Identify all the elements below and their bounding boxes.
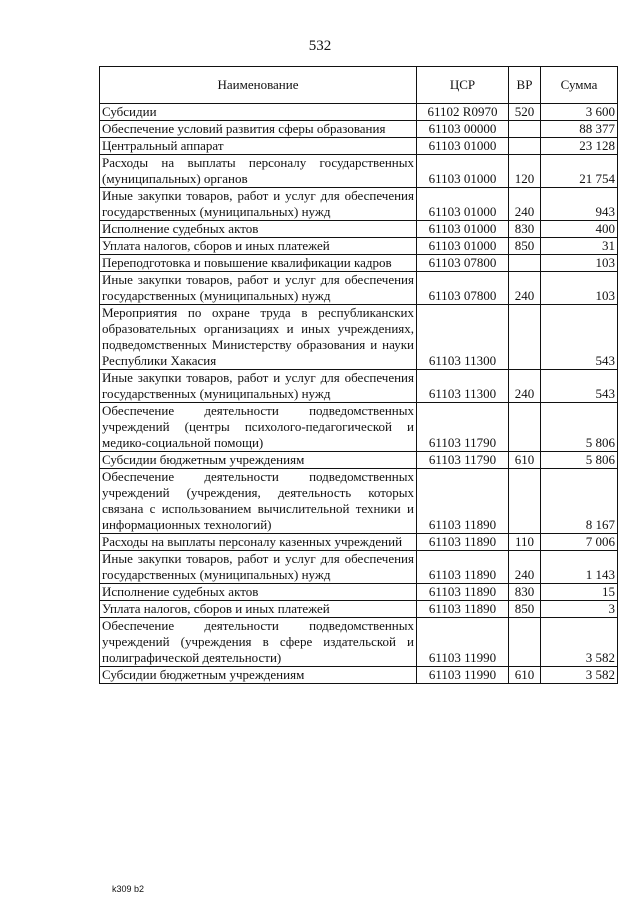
table-row: [100, 121, 618, 138]
cell-name: Исполнение судебных актов: [100, 221, 417, 238]
header-csr: ЦСР: [417, 67, 509, 104]
cell-name: Расходы на выплаты персоналу казенных учреждений: [100, 534, 417, 551]
cell-sum: 103: [541, 272, 618, 305]
table-row: [100, 534, 618, 551]
cell-csr: 61103 11990: [417, 667, 509, 684]
cell-name: Центральный аппарат: [100, 138, 417, 155]
cell-name: Переподготовка и повышение квалификации кадров: [100, 255, 417, 272]
table-row: [100, 618, 618, 667]
cell-csr: 61103 11890: [417, 469, 509, 534]
cell-csr: 61103 11990: [417, 618, 509, 667]
cell-vr: 610: [509, 667, 541, 684]
cell-sum: 21 754: [541, 155, 618, 188]
cell-sum: 88 377: [541, 121, 618, 138]
cell-sum: 15: [541, 584, 618, 601]
cell-csr: 61103 00000: [417, 121, 509, 138]
cell-vr: [509, 121, 541, 138]
cell-csr: 61103 01000: [417, 221, 509, 238]
table-row: [100, 138, 618, 155]
cell-vr: 850: [509, 601, 541, 618]
table-row: [100, 188, 618, 221]
cell-csr: 61103 01000: [417, 188, 509, 221]
header-sum: Сумма: [541, 67, 618, 104]
cell-sum: 1 143: [541, 551, 618, 584]
cell-sum: 543: [541, 370, 618, 403]
cell-csr: 61103 11300: [417, 370, 509, 403]
cell-vr: 120: [509, 155, 541, 188]
cell-vr: [509, 255, 541, 272]
cell-sum: 5 806: [541, 452, 618, 469]
cell-vr: 520: [509, 104, 541, 121]
table-row: [100, 584, 618, 601]
cell-csr: 61103 07800: [417, 255, 509, 272]
cell-sum: 3 582: [541, 618, 618, 667]
cell-csr: 61103 07800: [417, 272, 509, 305]
cell-name: Расходы на выплаты персоналу государственных (муниципальных) органов: [100, 155, 417, 188]
cell-vr: [509, 618, 541, 667]
budget-table: [99, 66, 618, 684]
cell-name: Мероприятия по охране труда в республиканских образовательных организациях и иных учреждениях, подведомственных Министерству образования и науки Республики Хакасия: [100, 305, 417, 370]
cell-sum: 943: [541, 188, 618, 221]
cell-sum: 31: [541, 238, 618, 255]
table-row: [100, 104, 618, 121]
cell-csr: 61103 01000: [417, 138, 509, 155]
cell-csr: 61102 R0970: [417, 104, 509, 121]
cell-vr: 240: [509, 551, 541, 584]
cell-name: Обеспечение условий развития сферы образования: [100, 121, 417, 138]
cell-vr: 240: [509, 370, 541, 403]
cell-name: Обеспечение деятельности подведомственных учреждений (центры психолого-педагогической и медико-социальной помощи): [100, 403, 417, 452]
table-row: [100, 272, 618, 305]
cell-vr: [509, 305, 541, 370]
cell-csr: 61103 11890: [417, 584, 509, 601]
cell-csr: 61103 11790: [417, 403, 509, 452]
header-vr: ВР: [509, 67, 541, 104]
cell-name: Иные закупки товаров, работ и услуг для обеспечения государственных (муниципальных) нужд: [100, 272, 417, 305]
cell-sum: 103: [541, 255, 618, 272]
cell-vr: [509, 469, 541, 534]
table-row: [100, 601, 618, 618]
table-row: [100, 667, 618, 684]
cell-sum: 3 582: [541, 667, 618, 684]
cell-sum: 3 600: [541, 104, 618, 121]
cell-name: Уплата налогов, сборов и иных платежей: [100, 238, 417, 255]
cell-vr: 110: [509, 534, 541, 551]
table-row: [100, 469, 618, 534]
cell-csr: 61103 01000: [417, 155, 509, 188]
cell-csr: 61103 11890: [417, 551, 509, 584]
cell-csr: 61103 01000: [417, 238, 509, 255]
cell-name: Иные закупки товаров, работ и услуг для обеспечения государственных (муниципальных) нужд: [100, 370, 417, 403]
footer-code: k309 b2: [112, 884, 145, 894]
cell-name: Уплата налогов, сборов и иных платежей: [100, 601, 417, 618]
table-row: [100, 255, 618, 272]
cell-vr: 830: [509, 221, 541, 238]
cell-vr: 830: [509, 584, 541, 601]
cell-sum: 8 167: [541, 469, 618, 534]
cell-csr: 61103 11890: [417, 534, 509, 551]
table-row: [100, 370, 618, 403]
cell-name: Субсидии бюджетным учреждениям: [100, 667, 417, 684]
table-row: [100, 551, 618, 584]
cell-csr: 61103 11300: [417, 305, 509, 370]
cell-name: Исполнение судебных актов: [100, 584, 417, 601]
cell-sum: 3: [541, 601, 618, 618]
cell-vr: 610: [509, 452, 541, 469]
cell-vr: 240: [509, 272, 541, 305]
cell-vr: [509, 403, 541, 452]
table-row: [100, 238, 618, 255]
header-name: Наименование: [100, 67, 417, 104]
table-row: [100, 403, 618, 452]
cell-name: Иные закупки товаров, работ и услуг для обеспечения государственных (муниципальных) нужд: [100, 551, 417, 584]
cell-csr: 61103 11890: [417, 601, 509, 618]
cell-sum: 23 128: [541, 138, 618, 155]
cell-vr: 240: [509, 188, 541, 221]
cell-sum: 7 006: [541, 534, 618, 551]
cell-csr: 61103 11790: [417, 452, 509, 469]
table-body: [100, 104, 618, 684]
cell-name: Обеспечение деятельности подведомственных учреждений (учреждения, деятельность которых связана с использованием вычислительной техники и информационных технологий): [100, 469, 417, 534]
cell-name: Иные закупки товаров, работ и услуг для обеспечения государственных (муниципальных) нужд: [100, 188, 417, 221]
cell-name: Обеспечение деятельности подведомственных учреждений (учреждения в сфере издательской и полиграфической деятельности): [100, 618, 417, 667]
table-row: [100, 155, 618, 188]
table-row: [100, 452, 618, 469]
cell-sum: 5 806: [541, 403, 618, 452]
cell-name: Субсидии бюджетным учреждениям: [100, 452, 417, 469]
cell-vr: 850: [509, 238, 541, 255]
cell-name: Субсидии: [100, 104, 417, 121]
table-row: [100, 305, 618, 370]
page-number: 532: [308, 38, 332, 54]
cell-sum: 543: [541, 305, 618, 370]
cell-sum: 400: [541, 221, 618, 238]
table-header-row: [100, 67, 618, 104]
table-row: [100, 221, 618, 238]
cell-vr: [509, 138, 541, 155]
